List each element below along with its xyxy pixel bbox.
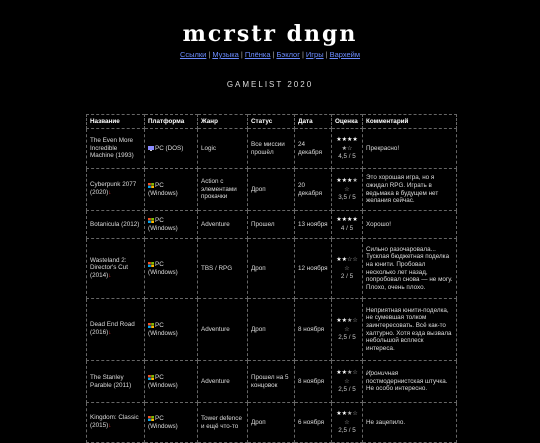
rating-stars-rest-icon: ★☆☆ (344, 318, 358, 333)
game-date: 20 декабря (295, 169, 332, 211)
rating-value: 2 / 5 (340, 273, 354, 281)
main-nav (0, 50, 540, 60)
rating-stars-icon: ★★ (336, 257, 347, 264)
game-rating (332, 169, 363, 211)
game-platform: PC (DOS) (145, 129, 198, 169)
rating-stars-rest-icon: ★☆☆ (344, 370, 358, 385)
game-comment: Неприятная юнити-поделка, не сумевшая толком заинтересовать. Всё как-то халтурно. Хотя езда вызвала небольшой всплеск интереса. (363, 299, 457, 361)
game-name: The Even More Incredible Machine (1993) (87, 129, 145, 169)
game-genre: Adventure (198, 361, 248, 403)
game-date: 13 ноября (295, 211, 332, 239)
game-status: Дроп (248, 169, 295, 211)
nav-link-backlog[interactable]: Бэклог (276, 50, 300, 59)
game-status: Дроп (248, 299, 295, 361)
game-rating (332, 211, 363, 239)
game-date: 8 ноября (295, 361, 332, 403)
rating-stars-icon: ★★ (336, 318, 347, 325)
game-platform: PC (Windows) (145, 239, 198, 299)
rating-stars-icon: ★★ (336, 370, 347, 377)
windows-icon (148, 262, 154, 267)
game-platform: PC (Windows) (145, 299, 198, 361)
site-logo[interactable]: mcrstr dngn (182, 21, 358, 47)
column-header-comment: Комментарий (363, 115, 457, 129)
rating-value: 4,5 / 5 (338, 153, 356, 161)
column-header-status: Статус (248, 115, 295, 129)
nav-link-links[interactable]: Ссылки (179, 50, 207, 59)
nav-link-games[interactable]: Игры (305, 50, 324, 59)
game-rating (332, 129, 363, 169)
rating-stars-rest-icon: ★☆☆ (344, 411, 358, 426)
nav-separator: | (272, 50, 275, 59)
table-row (87, 129, 457, 169)
game-date: 6 ноября (295, 403, 332, 443)
game-comment: Сильно разочаровала... Тусклая бюджетная поделка на юнити. Пробовал несколько лет назад, попробовал снова — не могу. Плохо, очень плохо. (363, 239, 457, 299)
dropped-arrow-icon: ↓ (108, 330, 112, 336)
nav-link-film[interactable]: Плёнка (244, 50, 271, 59)
rating-value: 4 / 5 (340, 225, 354, 232)
rating-stars-rest-icon: ★☆ (341, 145, 353, 152)
game-rating (332, 239, 363, 299)
rating-value: 2,5 / 5 (338, 386, 356, 394)
game-status: Дроп (248, 239, 295, 299)
rating-stars-rest-icon: ☆☆☆ (344, 257, 358, 272)
nav-separator: | (240, 50, 243, 59)
game-comment: Не зацепило. (363, 403, 457, 443)
game-status: Дроп (248, 403, 295, 443)
game-date: 12 ноября (295, 239, 332, 299)
column-header-platform: Платформа (145, 115, 198, 129)
game-status: Прошел на 5 концовок (248, 361, 295, 403)
game-platform: PC (Windows) (145, 211, 198, 239)
windows-icon (148, 375, 154, 380)
game-genre: Logic (198, 129, 248, 169)
game-name: Kingdom: Classic (2015)↓ (87, 403, 145, 443)
comment-emphasis: Ироничная (366, 370, 399, 378)
dropped-arrow-icon: ↓ (108, 272, 112, 279)
windows-icon (148, 416, 154, 421)
page-title: GAMELIST 2020 (226, 80, 314, 89)
nav-separator: | (208, 50, 211, 59)
table-row (87, 169, 457, 211)
game-comment: Хорошо! (363, 211, 457, 239)
rating-value: 3,5 / 5 (338, 194, 356, 202)
game-name: Wasteland 2: Director's Cut (2014)↓ (87, 239, 145, 299)
gamelist-table (86, 114, 457, 443)
table-row (87, 211, 457, 239)
game-comment: Прекрасно! (363, 129, 457, 169)
nav-separator: | (325, 50, 328, 59)
game-date: 8 ноября (295, 299, 332, 361)
game-platform: PC (Windows) (145, 403, 198, 443)
rating-value: 2,5 / 5 (338, 334, 356, 342)
table-row (87, 403, 457, 443)
game-genre: Action с элементами прокачки (198, 169, 248, 211)
rating-stars-icon: ★★★ (336, 178, 353, 185)
dropped-arrow-icon: ↓ (108, 423, 112, 429)
dropped-arrow-icon: ↓ (108, 190, 112, 196)
rating-stars-rest-icon: ★☆ (344, 178, 358, 193)
game-comment: Ироничная постмодернистская штучка. Не особо интересно. (363, 361, 457, 403)
game-platform: PC (Windows) (145, 361, 198, 403)
page (0, 21, 540, 435)
game-genre: TBS / RPG (198, 239, 248, 299)
windows-icon (148, 218, 154, 223)
game-status: Все миссии прошёл (248, 129, 295, 169)
column-header-genre: Жанр (198, 115, 248, 129)
table-header-row (87, 115, 457, 129)
column-header-date: Дата (295, 115, 332, 129)
table-row (87, 239, 457, 299)
game-genre: Adventure (198, 211, 248, 239)
rating-stars-icon: ★★★★ (336, 217, 358, 224)
game-genre: Adventure (198, 299, 248, 361)
nav-link-music[interactable]: Музыка (212, 50, 239, 59)
game-rating (332, 299, 363, 361)
table-row (87, 299, 457, 361)
game-platform: PC (Windows) (145, 169, 198, 211)
column-header-name: Название (87, 115, 145, 129)
nav-link-varheim[interactable]: Вархейм (329, 50, 361, 59)
table-row (87, 361, 457, 403)
game-genre: Tower defence и ещё что-то (198, 403, 248, 443)
dos-pc-icon (148, 146, 154, 151)
rating-stars-icon: ★★ (336, 411, 347, 418)
windows-icon (148, 323, 154, 328)
game-rating (332, 403, 363, 443)
nav-separator: | (301, 50, 304, 59)
game-rating (332, 361, 363, 403)
game-name: Dead End Road (2016)↓ (87, 299, 145, 361)
windows-icon (148, 183, 154, 188)
rating-stars-icon: ★★★★ (336, 137, 358, 144)
game-comment: Это хорошая игра, но я ожидал RPG. Играть в ведьмака в будущем нет желания сейчас. (363, 169, 457, 211)
column-header-rating: Оценка (332, 115, 363, 129)
game-date: 24 декабря (295, 129, 332, 169)
game-status: Прошел (248, 211, 295, 239)
rating-value: 2,5 / 5 (338, 427, 356, 435)
game-name: Botanicula (2012) (87, 211, 145, 239)
game-name: The Stanley Parable (2011) (87, 361, 145, 403)
game-name: Cyberpunk 2077 (2020)↓ (87, 169, 145, 211)
